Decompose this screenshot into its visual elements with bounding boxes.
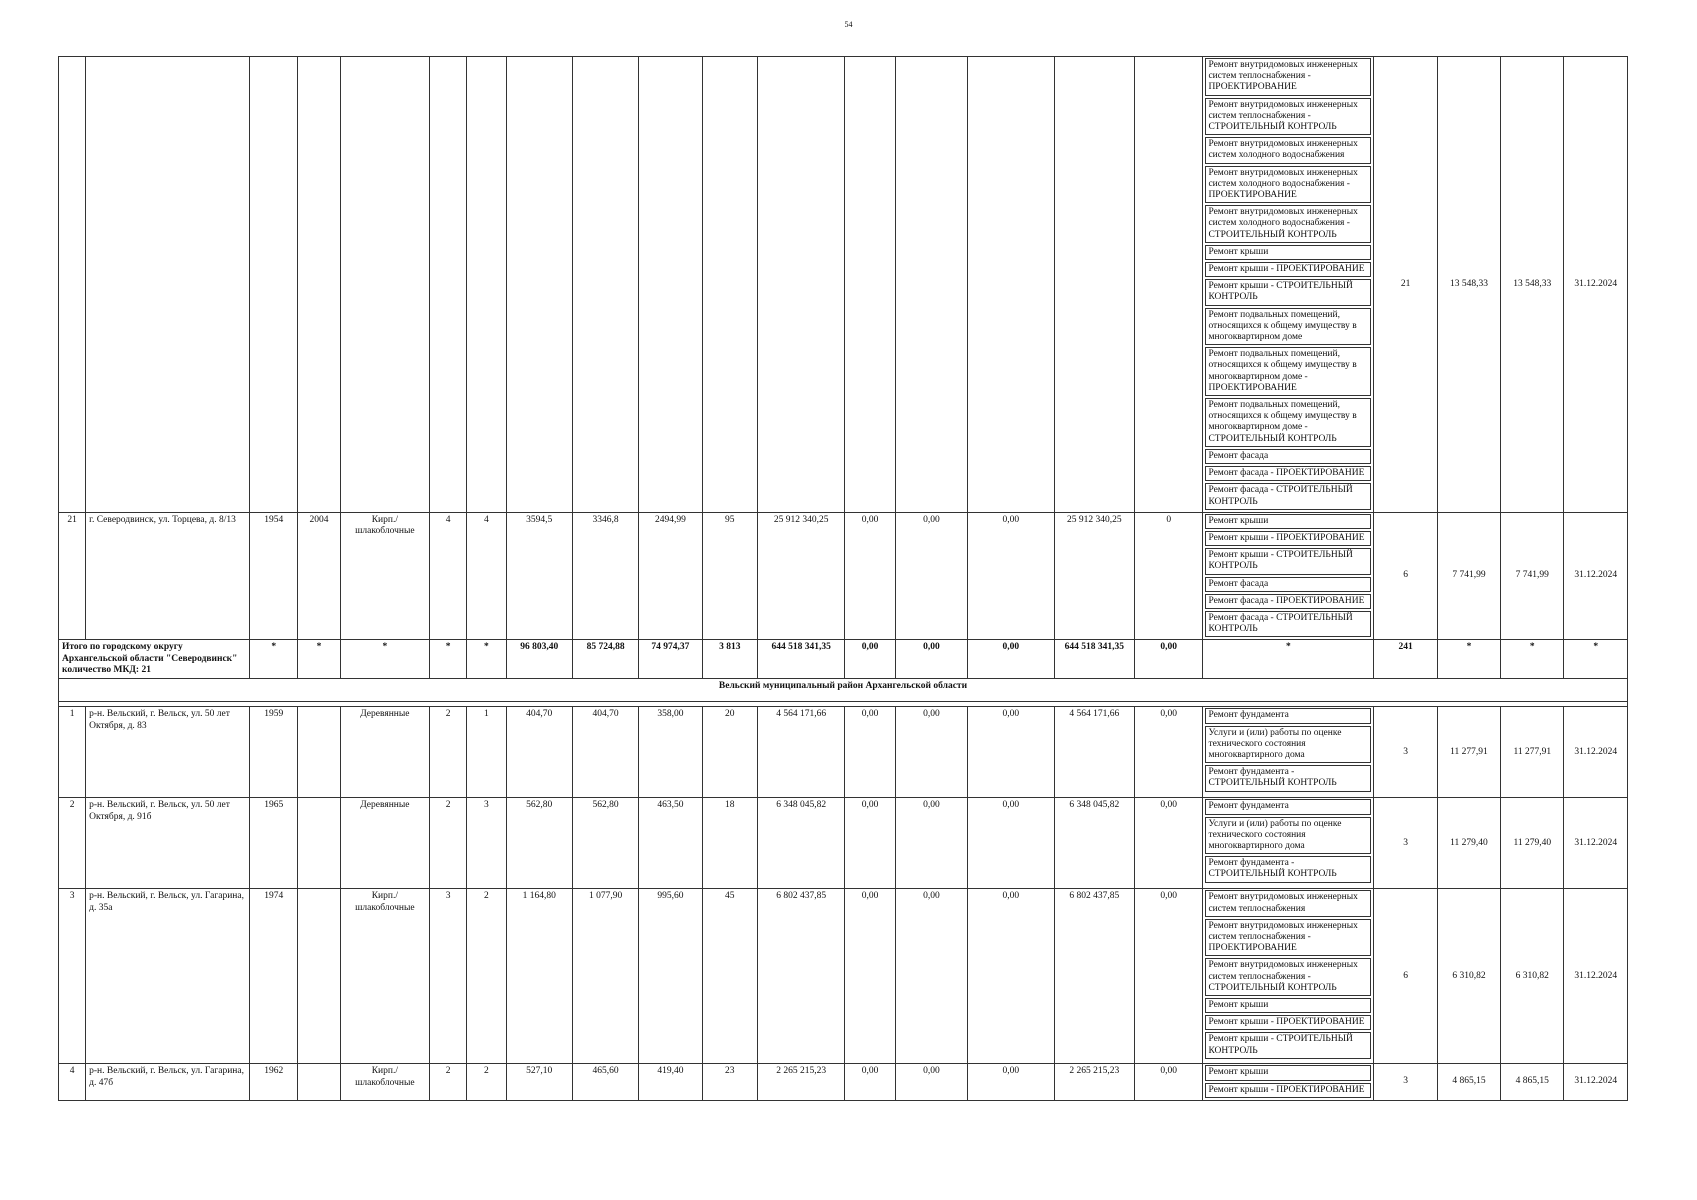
work-item: Услуги и (или) работы по оценке технического состояния многоквартирного дома — [1205, 817, 1371, 855]
deadline-cell: 31.12.2024 — [1564, 707, 1628, 798]
total-residents: 3 813 — [702, 640, 757, 679]
total-area-cell: 1 164,80 — [506, 889, 572, 1064]
row-number — [59, 57, 86, 513]
total-area-cell: 404,70 — [506, 707, 572, 798]
premises-area-cell: 3346,8 — [572, 512, 638, 640]
wall-material-cell: Кирп./ шлакоблочные — [340, 889, 430, 1064]
works-list-cell — [1203, 889, 1374, 1064]
local-funds-cell: 0,00 — [968, 707, 1054, 798]
owners-funds-cell — [1054, 57, 1134, 513]
deadline-cell: 31.12.2024 — [1564, 889, 1628, 1064]
work-item: Ремонт подвальных помещений, относящихся к общему имуществу в многоквартирном доме - ПРОЕКТИРОВАНИЕ — [1205, 347, 1371, 396]
table-row — [59, 798, 1628, 889]
total-area-cell: 562,80 — [506, 798, 572, 889]
owners-funds-cell: 25 912 340,25 — [1054, 512, 1134, 640]
total-star: * — [1203, 640, 1374, 679]
work-item: Ремонт крыши — [1205, 245, 1371, 260]
work-item: Ремонт подвальных помещений, относящихся к общему имуществу в многоквартирном доме — [1205, 308, 1371, 346]
work-item: Ремонт внутридомовых инженерных систем теплоснабжения - ПРОЕКТИРОВАНИЕ — [1205, 919, 1371, 957]
regional-funds-cell: 0,00 — [895, 512, 967, 640]
works-count-cell: 6 — [1374, 889, 1437, 1064]
year-renovation-cell — [298, 707, 340, 798]
year-built-cell — [250, 57, 298, 513]
work-item: Ремонт фундамента — [1205, 799, 1371, 814]
work-item: Ремонт крыши — [1205, 998, 1371, 1013]
total-star: * — [250, 640, 298, 679]
wall-material-cell: Деревянные — [340, 707, 430, 798]
other-funds-cell: 0,00 — [1135, 889, 1203, 1064]
max-cost-cell: 7 741,99 — [1501, 512, 1564, 640]
residents-cell: 95 — [702, 512, 757, 640]
floors-cell: 2 — [430, 707, 467, 798]
regional-funds-cell: 0,00 — [895, 1064, 967, 1100]
work-item: Ремонт крыши - ПРОЕКТИРОВАНИЕ — [1205, 1083, 1371, 1098]
page-number: 54 — [844, 20, 853, 29]
unit-cost-cell: 11 279,40 — [1437, 798, 1500, 889]
table-row — [59, 889, 1628, 1064]
work-item: Ремонт фасада — [1205, 449, 1371, 464]
floors-cell: 3 — [430, 889, 467, 1064]
premises-area-cell: 1 077,90 — [572, 889, 638, 1064]
premises-area-cell: 465,60 — [572, 1064, 638, 1100]
table-row — [59, 512, 1628, 640]
federal-funds-cell: 0,00 — [845, 1064, 895, 1100]
wall-material-cell: Деревянные — [340, 798, 430, 889]
row-number: 21 — [59, 512, 86, 640]
works-count-cell: 3 — [1374, 1064, 1437, 1100]
work-item: Ремонт крыши — [1205, 1065, 1371, 1080]
living-area-cell — [639, 57, 702, 513]
year-built-cell: 1962 — [250, 1064, 298, 1100]
works-list-cell — [1203, 512, 1374, 640]
local-funds-cell: 0,00 — [968, 512, 1054, 640]
regional-funds-cell — [895, 57, 967, 513]
unit-cost-cell: 7 741,99 — [1437, 512, 1500, 640]
works-count-cell: 3 — [1374, 707, 1437, 798]
year-renovation-cell — [298, 57, 340, 513]
federal-funds-cell: 0,00 — [845, 707, 895, 798]
wall-material-cell — [340, 57, 430, 513]
address-cell: г. Северодвинск, ул. Торцева, д. 8/13 — [86, 512, 250, 640]
unit-cost-cell: 4 865,15 — [1437, 1064, 1500, 1100]
total-cost-cell: 4 564 171,66 — [757, 707, 845, 798]
work-item: Ремонт внутридомовых инженерных систем холодного водоснабжения - СТРОИТЕЛЬНЫЙ КОНТРОЛЬ — [1205, 205, 1371, 243]
residents-cell: 23 — [702, 1064, 757, 1100]
year-built-cell: 1954 — [250, 512, 298, 640]
work-item: Ремонт подвальных помещений, относящихся к общему имуществу в многоквартирном доме - СТРОИТЕЛЬНЫЙ КОНТРОЛЬ — [1205, 398, 1371, 447]
federal-funds-cell: 0,00 — [845, 798, 895, 889]
deadline-cell: 31.12.2024 — [1564, 57, 1628, 513]
residents-cell: 18 — [702, 798, 757, 889]
premises-area-cell: 562,80 — [572, 798, 638, 889]
federal-funds-cell: 0,00 — [845, 512, 895, 640]
total-cost-cell — [757, 57, 845, 513]
work-item: Ремонт внутридомовых инженерных систем теплоснабжения - СТРОИТЕЛЬНЫЙ КОНТРОЛЬ — [1205, 98, 1371, 136]
work-item: Ремонт фундамента - СТРОИТЕЛЬНЫЙ КОНТРОЛЬ — [1205, 765, 1371, 791]
total-star: * — [1437, 640, 1500, 679]
owners-funds-cell: 6 802 437,85 — [1054, 889, 1134, 1064]
deadline-cell: 31.12.2024 — [1564, 1064, 1628, 1100]
owners-funds-cell: 4 564 171,66 — [1054, 707, 1134, 798]
residents-cell: 45 — [702, 889, 757, 1064]
entrances-cell: 3 — [467, 798, 506, 889]
other-funds-cell: 0,00 — [1135, 798, 1203, 889]
max-cost-cell: 11 277,91 — [1501, 707, 1564, 798]
unit-cost-cell: 13 548,33 — [1437, 57, 1500, 513]
regional-funds-cell: 0,00 — [895, 798, 967, 889]
total-star: * — [340, 640, 430, 679]
total-area-cell: 3594,5 — [506, 512, 572, 640]
floors-cell: 2 — [430, 1064, 467, 1100]
other-funds-cell — [1135, 57, 1203, 513]
work-item: Ремонт крыши - ПРОЕКТИРОВАНИЕ — [1205, 262, 1371, 277]
local-funds-cell: 0,00 — [968, 798, 1054, 889]
works-count-cell: 21 — [1374, 57, 1437, 513]
work-item: Ремонт фасада - СТРОИТЕЛЬНЫЙ КОНТРОЛЬ — [1205, 483, 1371, 509]
works-count-cell: 3 — [1374, 798, 1437, 889]
total-star: * — [467, 640, 506, 679]
work-item: Ремонт внутридомовых инженерных систем теплоснабжения — [1205, 890, 1371, 916]
work-item: Ремонт фасада - ПРОЕКТИРОВАНИЕ — [1205, 594, 1371, 609]
living-area-cell: 2494,99 — [639, 512, 702, 640]
works-list-cell — [1203, 1064, 1374, 1100]
living-area-cell: 358,00 — [639, 707, 702, 798]
total-fund-local: 0,00 — [968, 640, 1054, 679]
entrances-cell — [467, 57, 506, 513]
total-fund-federal: 0,00 — [845, 640, 895, 679]
max-cost-cell: 13 548,33 — [1501, 57, 1564, 513]
total-star: * — [430, 640, 467, 679]
residents-cell — [702, 57, 757, 513]
total-row — [59, 640, 1628, 679]
work-item: Ремонт крыши — [1205, 514, 1371, 529]
floors-cell: 4 — [430, 512, 467, 640]
year-renovation-cell — [298, 798, 340, 889]
year-built-cell: 1965 — [250, 798, 298, 889]
table-row — [59, 57, 1628, 513]
total-fund-regional: 0,00 — [895, 640, 967, 679]
address-cell — [86, 57, 250, 513]
premises-area-cell: 404,70 — [572, 707, 638, 798]
total-star: * — [298, 640, 340, 679]
total-area-cell: 527,10 — [506, 1064, 572, 1100]
other-funds-cell: 0 — [1135, 512, 1203, 640]
row-number: 1 — [59, 707, 86, 798]
work-item: Ремонт фундамента — [1205, 708, 1371, 723]
local-funds-cell — [968, 57, 1054, 513]
other-funds-cell: 0,00 — [1135, 1064, 1203, 1100]
deadline-cell: 31.12.2024 — [1564, 512, 1628, 640]
floors-cell: 2 — [430, 798, 467, 889]
total-works-count: 241 — [1374, 640, 1437, 679]
max-cost-cell: 11 279,40 — [1501, 798, 1564, 889]
federal-funds-cell: 0,00 — [845, 889, 895, 1064]
total-cost-cell: 6 348 045,82 — [757, 798, 845, 889]
total-other: 0,00 — [1135, 640, 1203, 679]
address-cell: р-н. Вельский, г. Вельск, ул. Гагарина, д. 35а — [86, 889, 250, 1064]
total-area-living: 74 974,37 — [639, 640, 702, 679]
unit-cost-cell: 11 277,91 — [1437, 707, 1500, 798]
address-cell: р-н. Вельский, г. Вельск, ул. 50 лет Октября, д. 83 — [86, 707, 250, 798]
row-number: 3 — [59, 889, 86, 1064]
total-area-cell — [506, 57, 572, 513]
work-item: Ремонт фундамента - СТРОИТЕЛЬНЫЙ КОНТРОЛЬ — [1205, 856, 1371, 882]
address-cell: р-н. Вельский, г. Вельск, ул. 50 лет Октября, д. 91б — [86, 798, 250, 889]
wall-material-cell: Кирп./ шлакоблочные — [340, 512, 430, 640]
owners-funds-cell: 6 348 045,82 — [1054, 798, 1134, 889]
max-cost-cell: 6 310,82 — [1501, 889, 1564, 1064]
entrances-cell: 1 — [467, 707, 506, 798]
entrances-cell: 2 — [467, 889, 506, 1064]
regional-funds-cell: 0,00 — [895, 889, 967, 1064]
living-area-cell: 995,60 — [639, 889, 702, 1064]
max-cost-cell: 4 865,15 — [1501, 1064, 1564, 1100]
entrances-cell: 4 — [467, 512, 506, 640]
federal-funds-cell — [845, 57, 895, 513]
address-cell: р-н. Вельский, г. Вельск, ул. Гагарина, д. 47б — [86, 1064, 250, 1100]
local-funds-cell: 0,00 — [968, 889, 1054, 1064]
works-list-cell — [1203, 798, 1374, 889]
work-item: Ремонт фасада - СТРОИТЕЛЬНЫЙ КОНТРОЛЬ — [1205, 611, 1371, 637]
living-area-cell: 463,50 — [639, 798, 702, 889]
deadline-cell: 31.12.2024 — [1564, 798, 1628, 889]
table-row — [59, 1064, 1628, 1100]
year-renovation-cell — [298, 1064, 340, 1100]
works-list-cell — [1203, 707, 1374, 798]
row-number: 4 — [59, 1064, 86, 1100]
regional-funds-cell: 0,00 — [895, 707, 967, 798]
total-cost-total: 644 518 341,35 — [757, 640, 845, 679]
total-cost-cell: 25 912 340,25 — [757, 512, 845, 640]
works-list-cell — [1203, 57, 1374, 513]
work-item: Ремонт внутридомовых инженерных систем холодного водоснабжения — [1205, 137, 1371, 163]
work-item: Ремонт крыши - ПРОЕКТИРОВАНИЕ — [1205, 1015, 1371, 1030]
work-item: Ремонт фасада - ПРОЕКТИРОВАНИЕ — [1205, 466, 1371, 481]
floors-cell — [430, 57, 467, 513]
entrances-cell: 2 — [467, 1064, 506, 1100]
total-cost-cell: 6 802 437,85 — [757, 889, 845, 1064]
capital-repair-table — [58, 56, 1628, 1101]
wall-material-cell: Кирп./ шлакоблочные — [340, 1064, 430, 1100]
other-funds-cell: 0,00 — [1135, 707, 1203, 798]
region-header-row — [59, 679, 1628, 702]
owners-funds-cell: 2 265 215,23 — [1054, 1064, 1134, 1100]
work-item: Ремонт внутридомовых инженерных систем теплоснабжения - СТРОИТЕЛЬНЫЙ КОНТРОЛЬ — [1205, 958, 1371, 996]
region-title: Вельский муниципальный район Архангельской области — [59, 679, 1628, 702]
total-total-area: 96 803,40 — [506, 640, 572, 679]
work-item: Ремонт внутридомовых инженерных систем теплоснабжения - ПРОЕКТИРОВАНИЕ — [1205, 58, 1371, 96]
work-item: Ремонт крыши - ПРОЕКТИРОВАНИЕ — [1205, 531, 1371, 546]
table-row — [59, 707, 1628, 798]
work-item: Ремонт внутридомовых инженерных систем холодного водоснабжения - ПРОЕКТИРОВАНИЕ — [1205, 166, 1371, 204]
year-built-cell: 1959 — [250, 707, 298, 798]
residents-cell: 20 — [702, 707, 757, 798]
local-funds-cell: 0,00 — [968, 1064, 1054, 1100]
total-area-premises: 85 724,88 — [572, 640, 638, 679]
total-star: * — [1564, 640, 1628, 679]
work-item: Ремонт крыши - СТРОИТЕЛЬНЫЙ КОНТРОЛЬ — [1205, 279, 1371, 305]
row-number: 2 — [59, 798, 86, 889]
living-area-cell: 419,40 — [639, 1064, 702, 1100]
work-item: Ремонт крыши - СТРОИТЕЛЬНЫЙ КОНТРОЛЬ — [1205, 548, 1371, 574]
work-item: Ремонт крыши - СТРОИТЕЛЬНЫЙ КОНТРОЛЬ — [1205, 1032, 1371, 1058]
work-item: Услуги и (или) работы по оценке технического состояния многоквартирного дома — [1205, 726, 1371, 764]
year-built-cell: 1974 — [250, 889, 298, 1064]
total-fund-owners: 644 518 341,35 — [1054, 640, 1134, 679]
works-count-cell: 6 — [1374, 512, 1437, 640]
total-star: * — [1501, 640, 1564, 679]
year-renovation-cell: 2004 — [298, 512, 340, 640]
work-item: Ремонт фасада — [1205, 577, 1371, 592]
unit-cost-cell: 6 310,82 — [1437, 889, 1500, 1064]
premises-area-cell — [572, 57, 638, 513]
year-renovation-cell — [298, 889, 340, 1064]
total-cost-cell: 2 265 215,23 — [757, 1064, 845, 1100]
total-label: Итого по городскому округу Архангельской области "Северодвинск" количество МКД: 21 — [59, 640, 250, 679]
